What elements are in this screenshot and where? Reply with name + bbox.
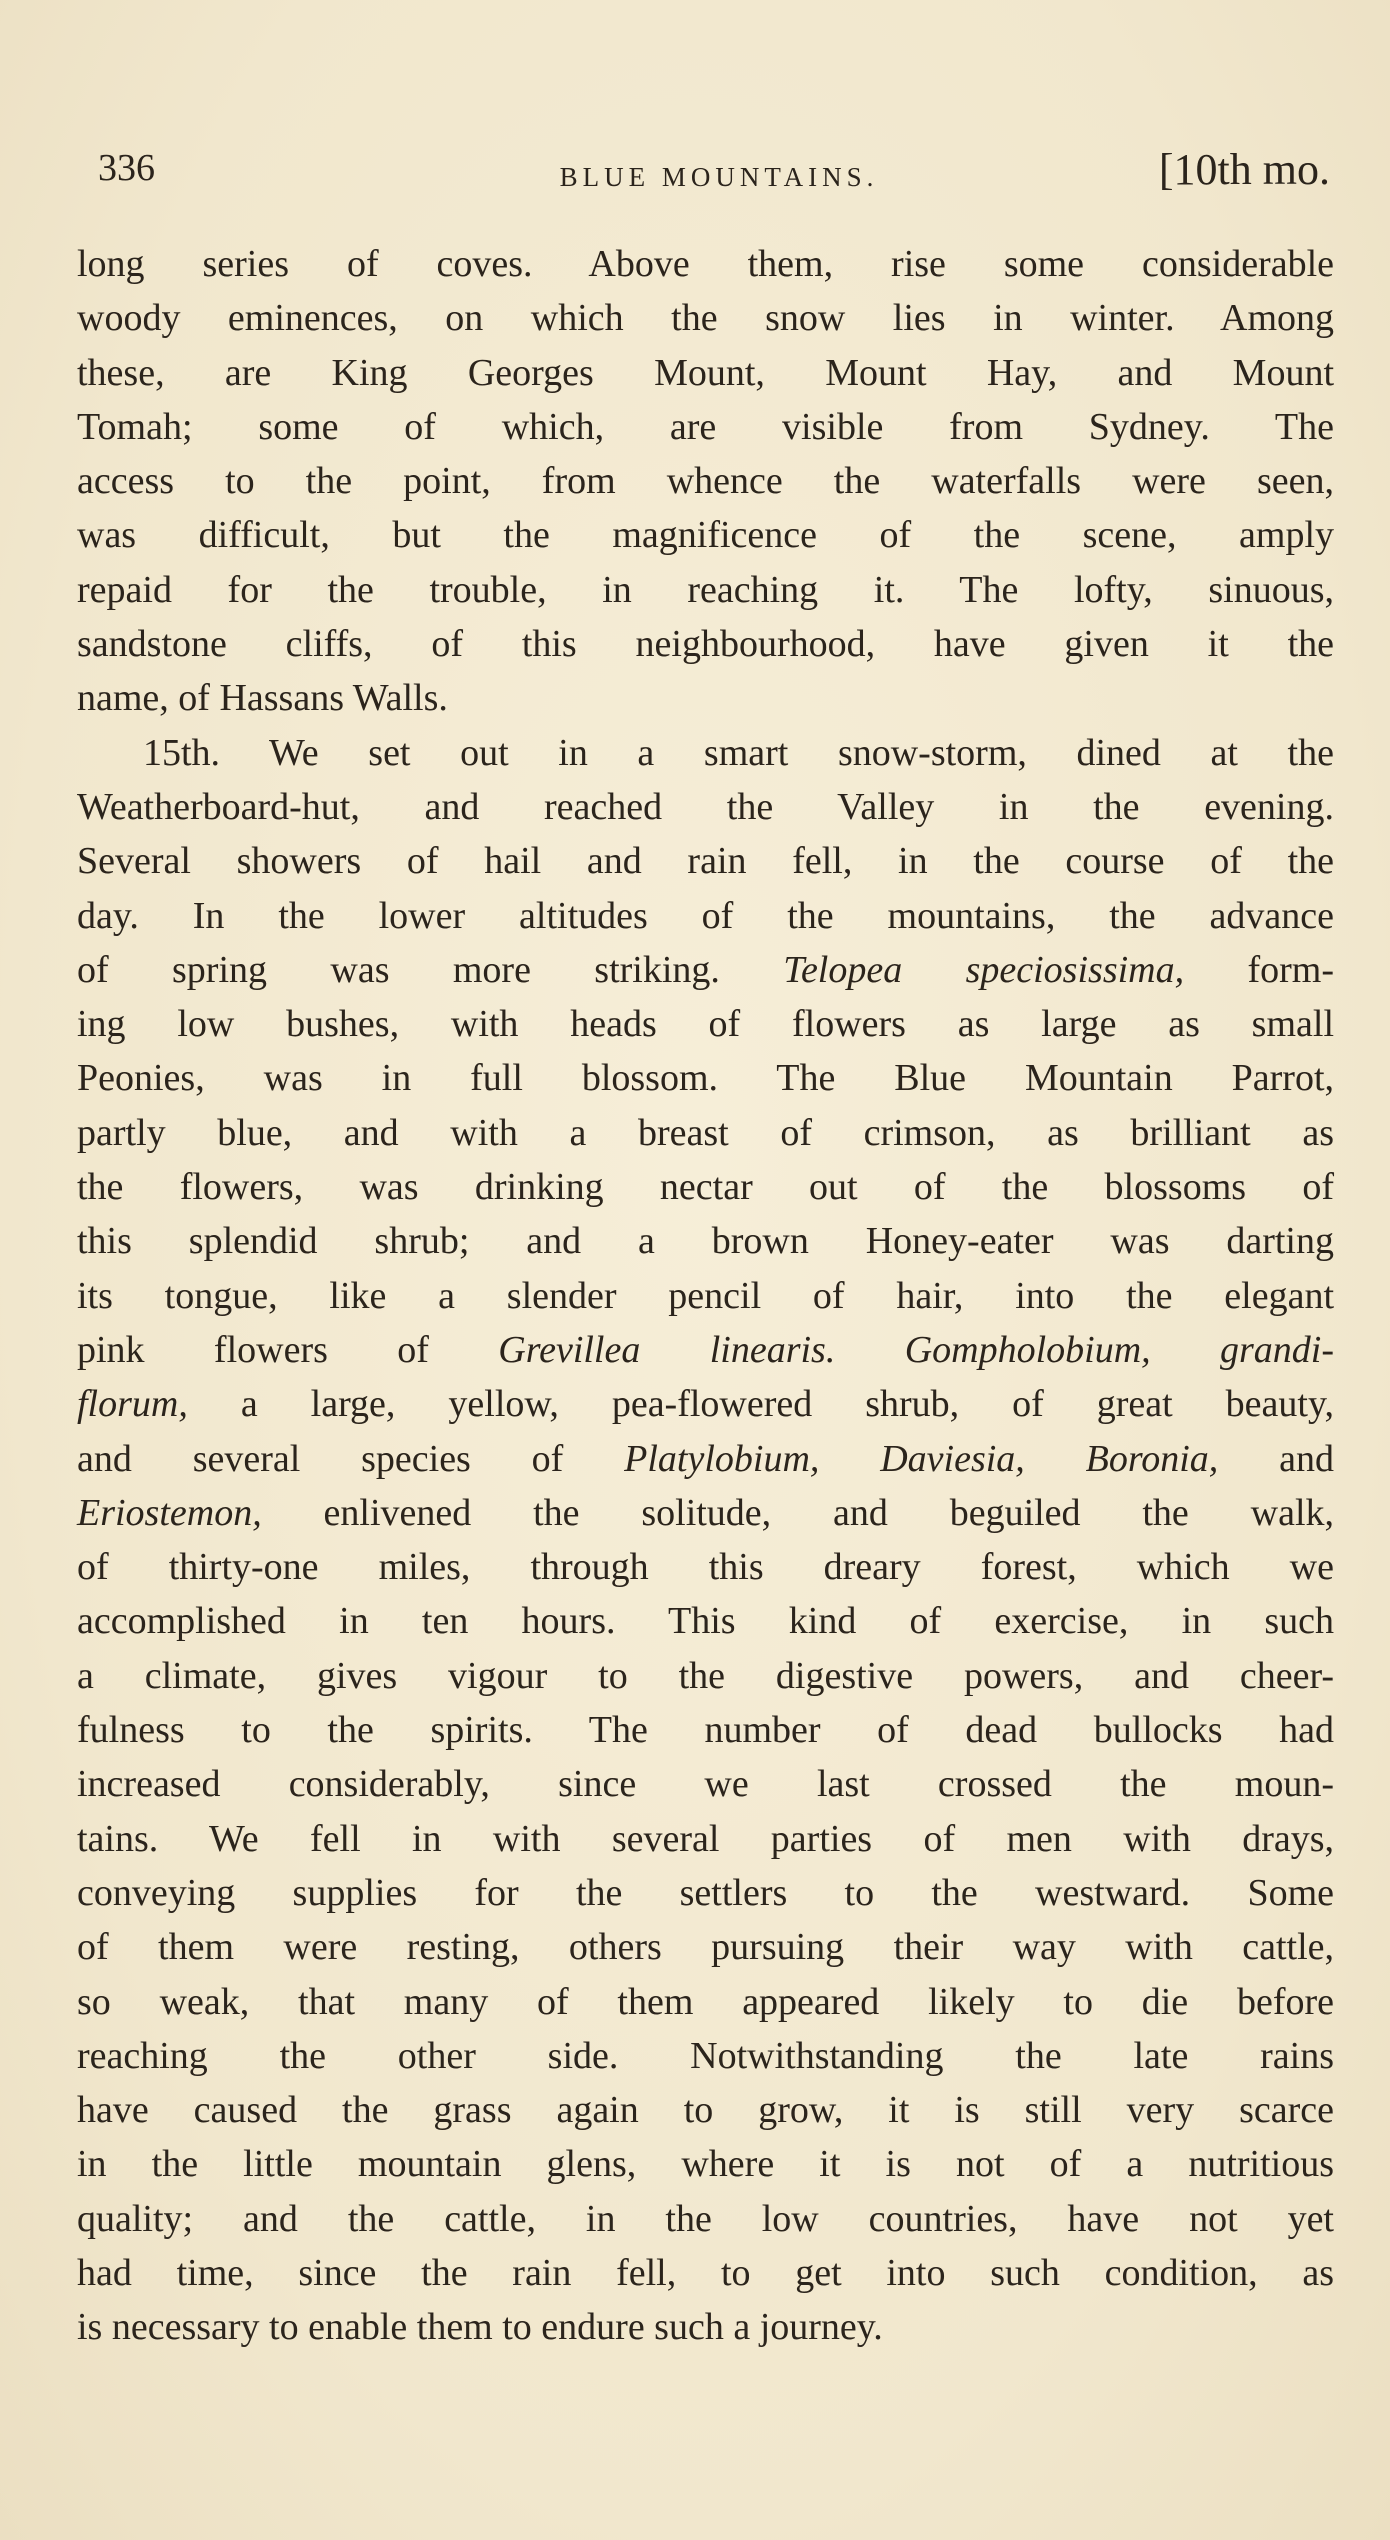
text-line <box>77 2029 1334 2083</box>
text-segment: of thirty-one miles, through this dreary forest, which we <box>77 1546 1334 1589</box>
text-segment: 15th. We set out in a smart snow-storm, dined at the <box>143 731 1334 774</box>
text-segment: of them were resting, others pursuing their way with cattle, <box>77 1926 1334 1969</box>
text-segment: this splendid shrub; and a brown Honey-eater was darting <box>77 1220 1334 1263</box>
body-text <box>77 237 1334 2355</box>
text-segment: the flowers, was drinking nectar out of the blossoms of <box>77 1166 1334 1209</box>
text-segment: Several showers of hail and rain fell, in the course of the <box>77 840 1334 883</box>
italic-text: Platylobium, Daviesia, Boronia, <box>624 1437 1219 1480</box>
text-line <box>77 1703 1334 1757</box>
text-segment: is necessary to enable them to endure such a journey. <box>77 2306 883 2349</box>
text-segment: and <box>1218 1437 1334 1480</box>
italic-text: Grevillea linearis. Gompholobium, grandi- <box>498 1328 1334 1371</box>
text-line <box>77 834 1334 888</box>
text-segment: quality; and the cattle, in the low countries, have not yet <box>77 2197 1334 2240</box>
text-line <box>77 1866 1334 1920</box>
text-segment: had time, since the rain fell, to get into such condition, as <box>77 2251 1334 2294</box>
text-segment: long series of coves. Above them, rise some considerable <box>77 243 1334 285</box>
text-segment: of spring was more striking. <box>77 948 784 991</box>
text-line <box>77 780 1334 834</box>
text-line <box>77 1649 1334 1703</box>
text-segment: partly blue, and with a breast of crimson, as brilliant as <box>77 1111 1334 1154</box>
text-segment: a climate, gives vigour to the digestive powers, and cheer- <box>77 1654 1334 1697</box>
text-line <box>77 726 1334 780</box>
text-segment: Weatherboard-hut, and reached the Valley in the evening. <box>77 785 1334 828</box>
text-line <box>77 617 1334 671</box>
text-segment: pink flowers of <box>77 1328 499 1371</box>
text-segment: tains. We fell in with several parties of men with drays, <box>77 1817 1334 1860</box>
text-line <box>77 889 1334 943</box>
text-line <box>77 2300 1334 2354</box>
text-line <box>77 291 1334 345</box>
text-line <box>77 1160 1334 1214</box>
text-line <box>77 2137 1334 2191</box>
text-line <box>77 1594 1334 1648</box>
text-segment: and several species of <box>77 1437 625 1480</box>
text-segment: in the little mountain glens, where it is not of a nutritious <box>77 2143 1334 2186</box>
text-segment: fulness to the spirits. The number of dead bullocks had <box>77 1709 1334 1752</box>
text-segment: a large, yellow, pea-flowered shrub, of great beauty, <box>187 1383 1334 1426</box>
text-line <box>77 1269 1334 1323</box>
text-line <box>77 1106 1334 1160</box>
text-segment: woody eminences, on which the snow lies in winter. Among <box>77 297 1334 340</box>
text-line <box>77 2083 1334 2137</box>
text-line <box>77 1757 1334 1811</box>
text-line <box>77 943 1334 997</box>
italic-text: Eriostemon, <box>77 1491 262 1534</box>
text-segment: sandstone cliffs, of this neighbourhood, have given it the <box>77 623 1334 666</box>
text-line <box>77 2246 1334 2300</box>
text-segment: accomplished in ten hours. This kind of exercise, in such <box>77 1600 1334 1643</box>
text-line <box>77 1432 1334 1486</box>
text-segment: enlivened the solitude, and beguiled the walk, <box>261 1491 1334 1534</box>
text-line <box>77 1051 1334 1105</box>
text-line <box>77 671 1334 725</box>
text-segment: day. In the lower altitudes of the mountains, the advance <box>77 894 1334 937</box>
text-segment: conveying supplies for the settlers to the westward. Some <box>77 1871 1334 1914</box>
text-segment: repaid for the trouble, in reaching it. The lofty, sinuous, <box>77 568 1334 611</box>
text-segment: increased considerably, since we last crossed the moun- <box>77 1763 1334 1806</box>
text-segment: Tomah; some of which, are visible from Sydney. The <box>77 405 1334 448</box>
page-header <box>98 140 1330 200</box>
text-line <box>77 1323 1334 1377</box>
text-segment: reaching the other side. Notwithstanding the late rains <box>77 2034 1334 2077</box>
text-segment: access to the point, from whence the waterfalls were seen, <box>77 460 1334 503</box>
text-line <box>77 563 1334 617</box>
text-line <box>77 1377 1334 1431</box>
text-line <box>77 1486 1334 1540</box>
running-title: BLUE MOUNTAINS. <box>559 162 879 192</box>
text-line <box>77 400 1334 454</box>
text-line <box>77 508 1334 562</box>
italic-text: Telopea speciosissima, <box>783 948 1185 991</box>
running-date: [10th mo. <box>1158 145 1330 194</box>
text-line <box>77 1214 1334 1268</box>
italic-text: florum, <box>77 1383 188 1426</box>
text-segment: ing low bushes, with heads of flowers as large as small <box>77 1003 1334 1046</box>
text-segment: Peonies, was in full blossom. The Blue Mountain Parrot, <box>77 1057 1334 1100</box>
text-segment: have caused the grass again to grow, it is still very scarce <box>77 2089 1334 2132</box>
text-segment: these, are King Georges Mount, Mount Hay, and Mount <box>77 351 1334 394</box>
text-line <box>77 1540 1334 1594</box>
text-line <box>77 1920 1334 1974</box>
text-line <box>77 997 1334 1051</box>
text-segment: was difficult, but the magnificence of the scene, amply <box>77 514 1334 557</box>
text-line <box>77 2192 1334 2246</box>
text-line <box>77 454 1334 508</box>
text-line <box>77 1975 1334 2029</box>
text-segment: name, of Hassans Walls. <box>77 677 448 720</box>
text-segment: so weak, that many of them appeared likely to die before <box>77 1980 1334 2023</box>
text-segment: form- <box>1184 948 1334 991</box>
text-line <box>77 237 1334 291</box>
text-line <box>77 1812 1334 1866</box>
text-segment: its tongue, like a slender pencil of hair, into the elegant <box>77 1274 1334 1317</box>
page-number: 336 <box>98 147 155 189</box>
text-line <box>77 346 1334 400</box>
